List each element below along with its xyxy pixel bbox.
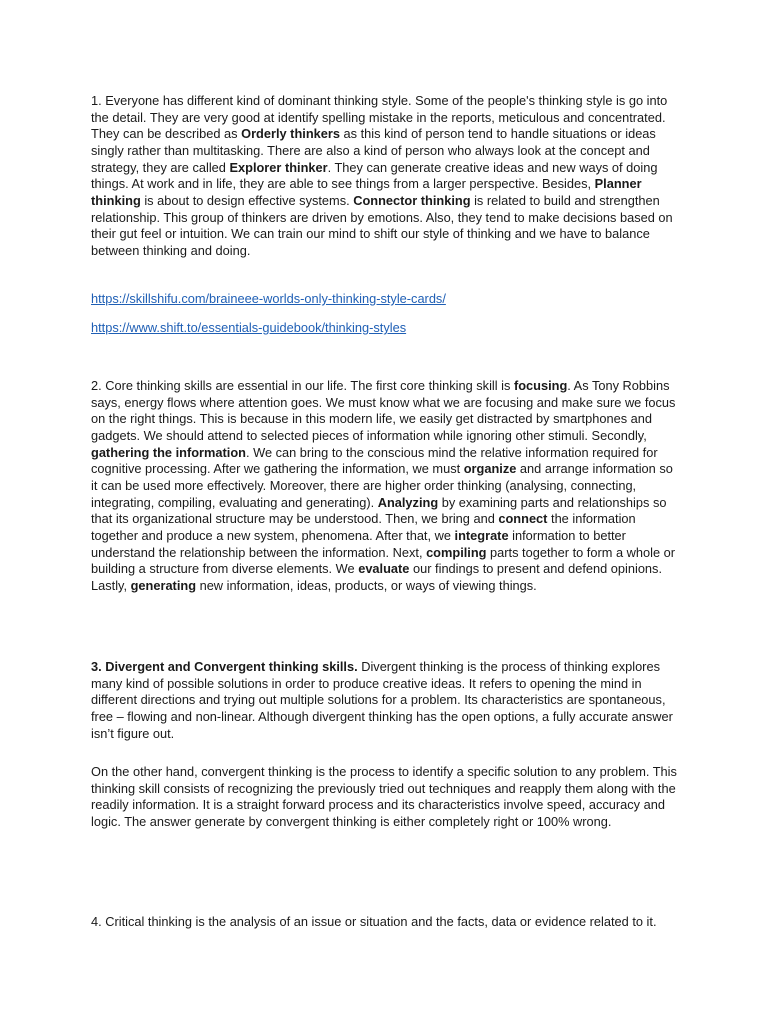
bold-term-orderly-thinkers: Orderly thinkers xyxy=(241,126,340,142)
link-shift-to[interactable]: https://www.shift.to/essentials-guidebook/thinking-styles xyxy=(91,320,407,335)
text-run: 1. Everyone has different kind of dominant thinking style. Some of the people's thinking style is go into the detail. They are very good at identify spelling mistake in the reports, meticulous and concentrated. They can be described as xyxy=(91,93,668,142)
bold-term-integrate: integrate xyxy=(454,527,509,543)
bold-term-analyzing: Analyzing xyxy=(377,494,439,510)
paragraph-core-thinking-skills xyxy=(91,378,681,595)
text-run: is related to build and strengthen relationship. This group of thinkers are driven by emotions. Also, they tend to make decisions based on their gut feel or intuition. We can train our mind to shift our style of thinking and we have to balance between thinking and doing. xyxy=(91,192,673,258)
text-run: information to better understand the relationship between the information. Next, xyxy=(91,527,626,560)
bold-term-generating: generating xyxy=(130,577,197,593)
text-run: new information, ideas, products, or ways of viewing things. xyxy=(196,577,537,593)
bold-term-connector-thinking: Connector thinking xyxy=(353,192,471,208)
text-run: 4. Critical thinking is the analysis of an issue or situation and the facts, data or evidence related to it. xyxy=(91,914,657,929)
link-skillshifu[interactable]: https://skillshifu.com/braineee-worlds-only-thinking-style-cards/ xyxy=(91,291,446,306)
bold-term-organize: organize xyxy=(463,461,517,477)
bold-term-compiling: compiling xyxy=(426,544,487,560)
bold-term-connect: connect xyxy=(498,511,548,527)
text-run: our findings to present and defend opinions. Lastly, xyxy=(91,561,663,593)
bold-term-focusing: focusing xyxy=(513,378,568,393)
bold-term-evaluate: evaluate xyxy=(358,561,410,577)
paragraph-divergent-thinking xyxy=(91,659,681,742)
bold-term-gathering: gathering the information xyxy=(91,444,246,460)
text-run: is about to design effective systems. xyxy=(140,192,354,208)
text-run: Divergent thinking is the process of thinking explores many kind of possible solutions in order to produce creative ideas. It refers to opening the mind in different directions and trying out multiple solutions for a problem. Its characteristics are spontaneous, free – flowing and non-linear. Although divergent thinking has the open options, a fully accurate answer isn’t figure out. xyxy=(91,659,673,741)
bold-term-planner-thinking: Planner thinking xyxy=(91,176,642,208)
text-run: . As Tony Robbins says, energy flows where attention goes. We must know what we are focusing and make sure we focus on the right things. This is because in this modern life, we easily get distracted by smartphones and gadgets. We should attend to selected pieces of information while ignoring other stimuli. Secondly, xyxy=(91,378,676,443)
bold-heading-divergent-convergent: 3. Divergent and Convergent thinking skills. xyxy=(91,659,358,674)
text-run: parts together to form a whole or building a structure from diverse elements. We xyxy=(91,544,675,577)
text-run: 2. Core thinking skills are essential in our life. The first core thinking skill is xyxy=(91,378,514,393)
bold-term-explorer-thinker: Explorer thinker xyxy=(229,159,328,175)
paragraph-convergent-thinking xyxy=(91,764,681,831)
text-run: by examining parts and relationships so that its organizational structure may be understood. Then, we bring and xyxy=(91,494,667,527)
paragraph-critical-thinking xyxy=(91,914,681,931)
text-run: the information together and produce a new system, phenomena. After that, we xyxy=(91,511,636,543)
text-run: . They can generate creative ideas and new ways of doing things. At work and in life, they are able to see things from a larger perspective. Besides, xyxy=(91,159,658,192)
text-run: . We can bring to the conscious mind the relative information required for cognitive processing. After we gathering the information, we must xyxy=(91,444,658,477)
paragraph-thinking-styles xyxy=(91,93,681,260)
text-run: as this kind of person tend to handle situations or ideas singly rather than multitasking. There are also a kind of person who always look at the concept and strategy, they are called xyxy=(91,126,656,175)
text-run: On the other hand, convergent thinking is the process to identify a specific solution to any problem. This thinking skill consists of recognizing the previously tried out techniques and reapply them along with the readily information. It is a straight forward process and its characteristics involve speed, accuracy and logic. The answer generate by convergent thinking is either completely right or 100% wrong. xyxy=(91,764,677,829)
text-run: and arrange information so it can be used more effectively. Moreover, there are higher order thinking (analysing, connecting, integrating, compiling, evaluating and generating). xyxy=(91,461,673,510)
